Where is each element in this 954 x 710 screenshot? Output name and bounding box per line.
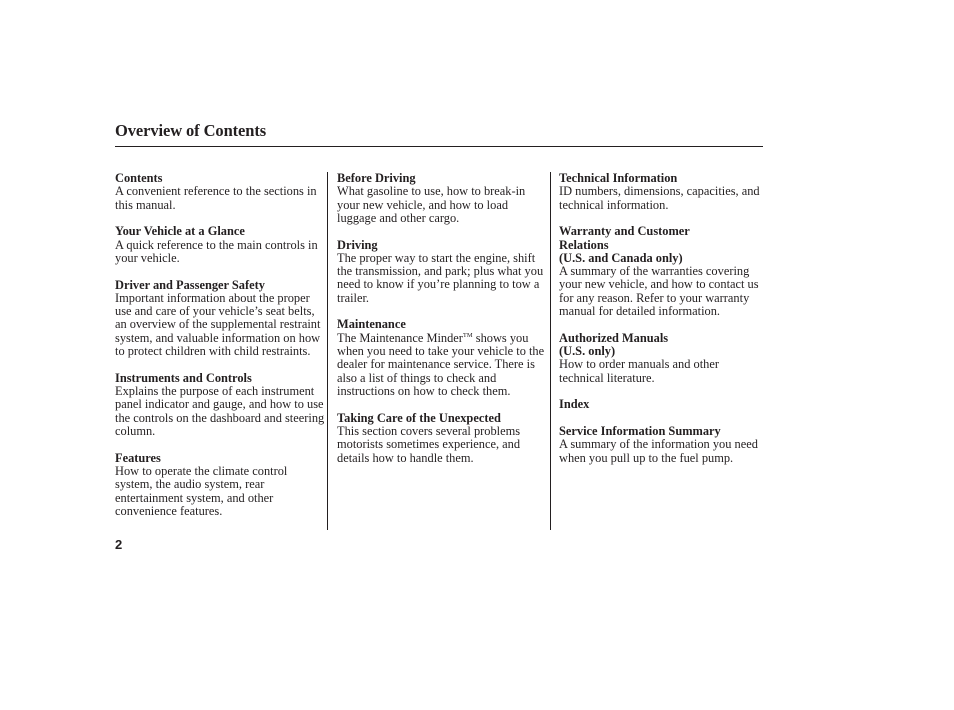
section-entry-contents — [115, 172, 327, 212]
section-description: How to operate the climate control system, the audio system, rear entertainment system, and other convenience features. — [115, 463, 288, 518]
contents-column-1 — [115, 172, 327, 531]
section-heading: Before Driving — [337, 171, 416, 185]
title-divider — [115, 146, 763, 147]
section-description — [337, 332, 547, 398]
section-heading: Driver and Passenger Safety — [115, 277, 265, 292]
section-entry-instruments-controls — [115, 372, 327, 438]
section-entry-driving — [337, 239, 547, 305]
section-entry-warranty-customer-relations — [559, 225, 764, 318]
contents-column-3 — [559, 172, 764, 478]
section-heading: Features — [115, 450, 161, 465]
section-description: Explains the purpose of each instrument panel indicator and gauge, and how to use the controls on the dashboard and steering column. — [115, 384, 325, 438]
section-description: What gasoline to use, how to break-in your new vehicle, and how to load luggage and other cargo. — [337, 184, 526, 225]
section-heading-line: Warranty and Customer — [559, 224, 690, 239]
section-entry-index — [559, 398, 764, 411]
section-entry-before-driving — [337, 172, 547, 225]
section-description: A summary of the warranties covering your new vehicle, and how to contact us for any reason. Refer to your warranty manual for detailed information. — [559, 264, 759, 319]
section-description: How to order manuals and other technical literature. — [559, 357, 720, 385]
section-description: A convenient reference to the sections in this manual. — [115, 184, 317, 212]
section-entry-taking-care-unexpected — [337, 412, 547, 465]
section-entry-features — [115, 452, 327, 518]
section-entry-vehicle-at-a-glance — [115, 225, 327, 265]
section-description: A quick reference to the main controls in your vehicle. — [115, 237, 318, 265]
section-heading: Service Information Summary — [559, 424, 721, 439]
page-title: Overview of Contents — [115, 121, 267, 140]
section-description: Important information about the proper use and care of your vehicle’s seat belts, an overview of the supplemental restraint system, and valuable information on how to protect children with child restraints. — [115, 290, 321, 359]
section-description: A summary of the information you need when you pull up to the fuel pump. — [559, 437, 758, 465]
section-heading-line: Authorized Manuals — [559, 330, 669, 345]
column-divider — [550, 172, 551, 530]
section-heading: Maintenance — [337, 317, 406, 332]
contents-column-2 — [337, 172, 547, 478]
section-heading: Driving — [337, 237, 378, 252]
section-heading: Contents — [115, 171, 163, 185]
section-entry-maintenance — [337, 318, 547, 398]
column-divider — [327, 172, 328, 530]
section-heading-line: (U.S. only) — [559, 344, 616, 359]
section-entry-service-information-summary — [559, 425, 764, 465]
section-description-part: The Maintenance Minder — [337, 330, 463, 345]
section-heading-line: (U.S. and Canada only) — [559, 250, 683, 265]
section-heading: Taking Care of the Unexpected — [337, 410, 501, 425]
section-heading: Your Vehicle at a Glance — [115, 224, 245, 239]
section-description: This section covers several problems motorists sometimes experience, and details how to handle them. — [337, 423, 521, 465]
section-description: The proper way to start the engine, shift the transmission, and park; plus what you need to know if you’re planning to tow a trailer. — [337, 250, 544, 305]
section-entry-technical-information — [559, 172, 764, 212]
trademark-mark: TM — [462, 331, 473, 339]
section-heading: Technical Information — [559, 171, 678, 185]
page-number: 2 — [115, 537, 123, 552]
section-heading-line: Relations — [559, 237, 609, 252]
section-description-part: shows you when you need to take your vehicle to the dealer for maintenance service. There is also a list of things to check and instructions on how to check them. — [337, 330, 545, 398]
section-description: ID numbers, dimensions, capacities, and technical information. — [559, 184, 760, 212]
section-heading: Instruments and Controls — [115, 370, 252, 385]
section-entry-driver-passenger-safety — [115, 279, 327, 359]
section-entry-authorized-manuals — [559, 332, 764, 385]
section-heading: Index — [559, 397, 590, 412]
